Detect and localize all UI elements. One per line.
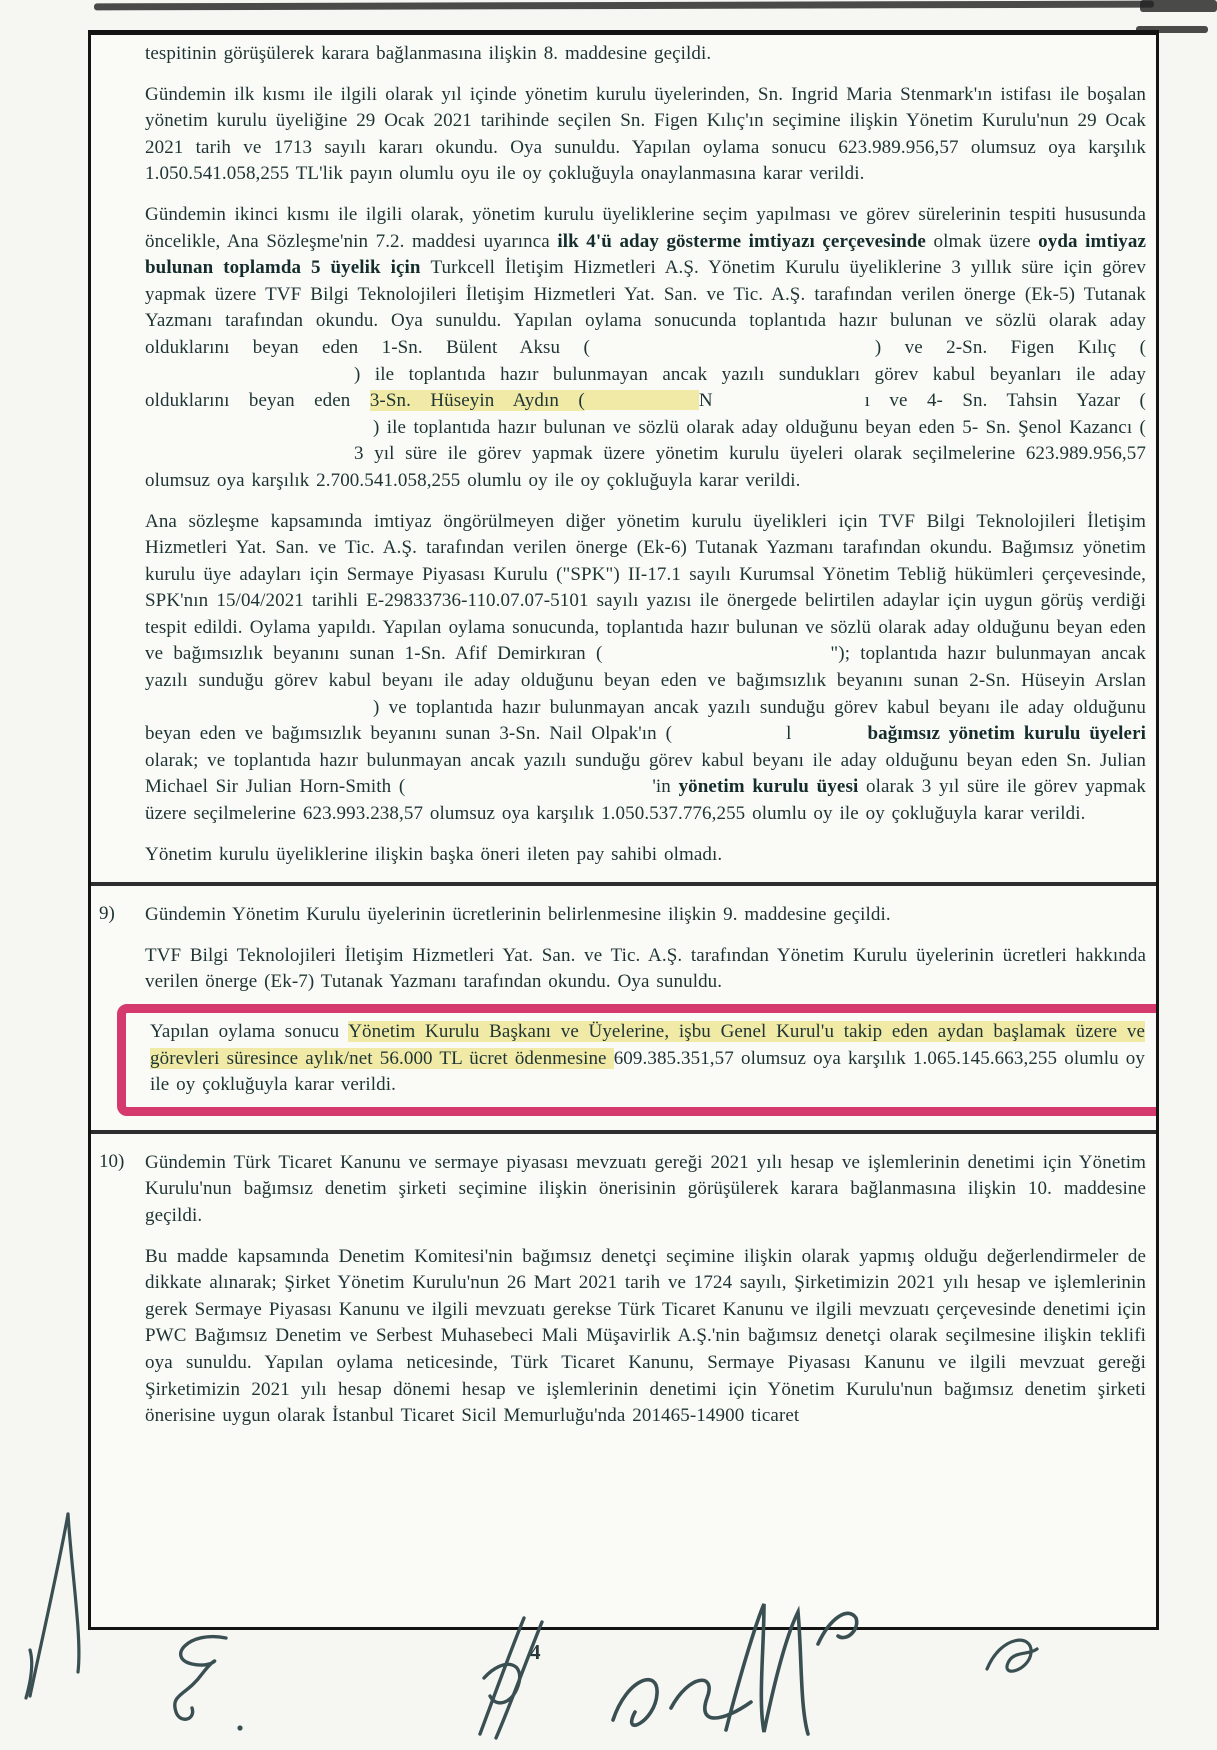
text-segment: yönetim kurulu üyesi xyxy=(678,776,867,798)
redacted-gap xyxy=(145,443,354,463)
text-segment: ) ve toplantıda hazır bulunmayan ancak yazılı sunduğu görev kabul beyanı ile aday olduğunu beyan eden ve bağımsızlık beyanını sunan 3-Sn. Nail Olpak'ın ( xyxy=(145,696,1146,745)
redacted-gap xyxy=(713,390,865,410)
text-segment: Yönetim kurulu üyeliklerine ilişkin başka öneri ileten pay sahibi olmadı. xyxy=(145,843,723,865)
pen-mark-left-margin xyxy=(10,1500,105,1710)
redacted-gap xyxy=(672,723,786,743)
page-number: 4 xyxy=(530,1640,541,1664)
text-segment: l xyxy=(786,723,792,745)
redacted-gap xyxy=(602,643,830,663)
text-segment: ilk 4'ü aday gösterme imtiyazı çerçevesinde xyxy=(557,230,934,252)
text-segment: oyda imtiyaz bulunan toplamda 5 üyelik için xyxy=(145,230,1146,279)
item-number: 10) xyxy=(99,1150,125,1172)
redacted-gap xyxy=(585,390,699,410)
text-segment: tespitinin görüşülerek karara bağlanmasına ilişkin 8. maddesine geçildi. xyxy=(145,43,712,64)
text-segment: Bu madde kapsamında Denetim Komitesi'nin bağımsız denetçi seçimine ilişkin olarak yapmış olduğu değerlendirmeler de dikkate alınarak; Şirket Yönetim Kurulu'nun 26 Mart 2021 tarih ve 1724 sayılı, Şirketimizin 2021 yılı hesap ve işlemlerinin gerek Sermaye Piyasası Kanunu ve ilgili mevzuatı gerekse Türk Ticaret Kanunu ve ilgili mevzuatı çerçevesinde denetimi için PWC Bağımsız Denetim ve Serbest Muhasebeci Mali Müşavirlik A.Ş.'nin bağımsız denetçi olarak seçilmesine ilişkin teklifi oya sunuldu. Yapılan oylama neticesinde, Türk Ticaret Kanunu, Sermaye Piyasası Kanunu ve ilgili mevzuat gereği Şirketimizin 2021 yılı hesap dönemi hesap ve işlemlerinin denetimi için Yönetim Kurulu'nun bağımsız denetim şirketi önerisine uygun olarak İstanbul Ticaret Sicil Memurluğu'nda 201465-14900 ticaret xyxy=(145,1245,1146,1427)
paragraph xyxy=(145,202,1146,495)
text-segment: 'in xyxy=(652,776,679,798)
section-divider xyxy=(91,1130,1156,1134)
paragraph xyxy=(150,1019,1145,1099)
paragraph xyxy=(145,842,1146,869)
paragraph xyxy=(145,82,1146,188)
text-segment: ı ve 4- Sn. Tahsin Yazar ( xyxy=(864,390,1146,412)
signature-mark xyxy=(148,1628,263,1738)
text-segment: Gündemin ikinci kısmı ile ilgili olarak, yönetim kurulu üyeliklerine seçim yapılması ve görev sürelerinin tespiti hususunda öncelikle, Ana Sözleşme'nin 7.2. maddesi uyarınca xyxy=(145,203,1146,252)
text-segment: ) ile toplantıda hazır bulunan ve sözlü olarak aday olduğunu beyan eden 5- Sn. Şenol Kazancı ( xyxy=(373,416,1146,438)
text-segment: olmak üzere xyxy=(933,230,1039,252)
scan-artifact-top xyxy=(94,1,1154,11)
item-number: 9) xyxy=(99,903,115,925)
scan-artifact-top-right xyxy=(1140,0,1217,12)
text-segment: Yapılan oylama sonucu xyxy=(150,1021,349,1042)
signature-mark xyxy=(975,1625,1055,1697)
document-body xyxy=(91,35,1156,1430)
text-segment: Gündemin ilk kısmı ile ilgili olarak yıl içinde yönetim kurulu üyelerinden, Sn. Ingrid Maria Stenmark'ın istifası ile boşalan yönetim kurulu üyeliğine 29 Ocak 2021 tarihinde seçilen Sn. Figen Kılıç'ın seçimine ilişkin Yönetim Kurulu'nun 29 Ocak 2021 tarih ve 1713 sayılı kararı okundu. Oya sunuldu. Yapılan oylama sonucu 623.989.956,57 olumsuz oya karşılık 1.050.541.058,255 TL'lik payın olumlu oyu ile oy çokluğuyla onaylanmasına karar verildi. xyxy=(145,83,1146,185)
signature-mark xyxy=(440,1612,560,1744)
paragraph xyxy=(145,509,1146,828)
redacted-gap xyxy=(145,417,373,437)
text-segment: olarak 3 yıl süre ile görev yapmak üzere seçilmelerine 623.993.238,57 olumsuz oya karşılık 1.050.537.776,255 olumlu oy ile oy çokluğuyla karar verildi. xyxy=(145,776,1147,825)
text-segment: Gündemin Yönetim Kurulu üyelerinin ücretlerinin belirlenmesine ilişkin 9. maddesine geçildi. xyxy=(145,904,891,926)
text-segment: bağımsız yönetim kurulu üyeleri xyxy=(867,723,1146,745)
signature-mark xyxy=(700,1590,870,1750)
paragraph xyxy=(145,943,1146,996)
paragraph xyxy=(145,1150,1146,1230)
text-segment: Gündemin Türk Ticaret Kanunu ve sermaye piyasası mevzuatı gereği 2021 yılı hesap ve işlemlerinin denetimi için Yönetim Kurulu'nun bağımsız denetim şirketi seçimine ilişkin önerisinin görüşülerek karara bağlanmasına ilişkin 10. maddesine geçildi. xyxy=(145,1151,1146,1226)
redacted-gap xyxy=(145,363,354,383)
text-segment: 3 yıl süre ile görev yapmak üzere yönetim kurulu üyeleri olarak seçilmelerine 623.989.956,57 olumsuz oya karşılık 2.700.541.058,255 olumlu oy ile oy çokluğuyla karar verildi. xyxy=(145,443,1146,491)
redacted-gap xyxy=(590,337,875,357)
text-segment: TVF Bilgi Teknolojileri İletişim Hizmetleri Yat. San. ve Tic. A.Ş. tarafından Yönetim Kurulu üyelerinin ücretleri hakkında verilen önerge (Ek-7) Tutanak Yazmanı tarafından okundu. Oya sunuldu. xyxy=(145,944,1146,993)
text-segment: ) ve 2-Sn. Figen Kılıç ( xyxy=(874,336,1146,358)
document-frame xyxy=(88,30,1159,1630)
text-segment: 609.385.351,57 olumsuz oya karşılık 1.065.145.663,255 olumlu oy ile oy çokluğuyla karar verildi. xyxy=(150,1047,1145,1096)
redacted-gap xyxy=(405,776,652,796)
text-segment: N xyxy=(698,390,713,412)
text-segment: ) ile toplantıda hazır bulunmayan ancak yazılı sundukları görev kabul beyanları ile aday olduklarını beyan eden xyxy=(145,363,1146,412)
text-segment: olarak; ve toplantıda hazır bulunmayan ancak yazılı sunduğu görev kabul beyanı ile aday olduğunu beyan eden Sn. Julian Michael Sir Julian Horn-Smith ( xyxy=(145,749,1146,798)
emphasis-annotation-box xyxy=(117,1004,1159,1116)
redacted-gap xyxy=(791,723,867,743)
highlighted-text: Yönetim Kurulu Başkanı ve Üyelerine, işbu Genel Kurul'u takip eden aydan başlamak üzere ve görevleri süresince aylık/net 56.000 TL ücret ödenmesine xyxy=(150,1021,1145,1069)
agenda-item xyxy=(99,902,1146,1116)
paragraph xyxy=(145,41,1146,68)
text-segment: Turkcell İletişim Hizmetleri A.Ş. Yönetim Kurulu üyeliklerine 3 yıllık süre için görev yapmak üzere TVF Bilgi Teknolojileri İletişim Hizmetleri Yat. San. ve Tic. A.Ş. tarafından verilen önerge (Ek-5) Tutanak Yazmanı tarafından okundu. Oya sunuldu. Yapılan oylama sonucunda toplantıda hazır bulunan ve sözlü olarak aday olduklarını beyan eden 1-Sn. Bülent Aksu ( xyxy=(145,257,1146,358)
section-divider xyxy=(91,882,1156,886)
text-segment: Ana sözleşme kapsamında imtiyaz öngörülmeyen diğer yönetim kurulu üyelikleri için TVF Bilgi Teknolojileri İletişim Hizmetleri Yat. San. ve Tic. A.Ş. tarafından verilen önerge (Ek-6) Tutanak Yazmanı tarafından okundu. Bağımsız yönetim kurulu üye adayları için Sermaye Piyasası Kurulu ("SPK") II-17.1 sayılı Kurumsal Yönetim Tebliğ hükümleri çerçevesinde, SPK'nın 15/04/2021 tarihli E-29833736-110.07.07-5101 sayılı yazısı ile önergede belirtilen adaylar için uygun görüş verdiği tespit edildi. Oylama yapıldı. Yapılan oylama sonucunda, toplantıda hazır bulunan ve sözlü olarak aday olduğunu beyan eden ve bağımsızlık beyanını sunan 1-Sn. Afif Demirkıran ( xyxy=(145,510,1146,665)
paragraph xyxy=(145,1244,1146,1430)
highlighted-text: 3-Sn. Hüseyin Aydın ( xyxy=(369,390,585,412)
agenda-item xyxy=(99,1150,1146,1430)
paragraph xyxy=(145,902,1146,929)
text-segment: "); toplantıda hazır bulunmayan ancak yazılı sunduğu görev kabul beyanı ile aday olduğunu beyan eden ve bağımsızlık beyanını sunan 2-Sn. Hüseyin Arslan xyxy=(145,643,1146,692)
redacted-gap xyxy=(145,697,373,717)
